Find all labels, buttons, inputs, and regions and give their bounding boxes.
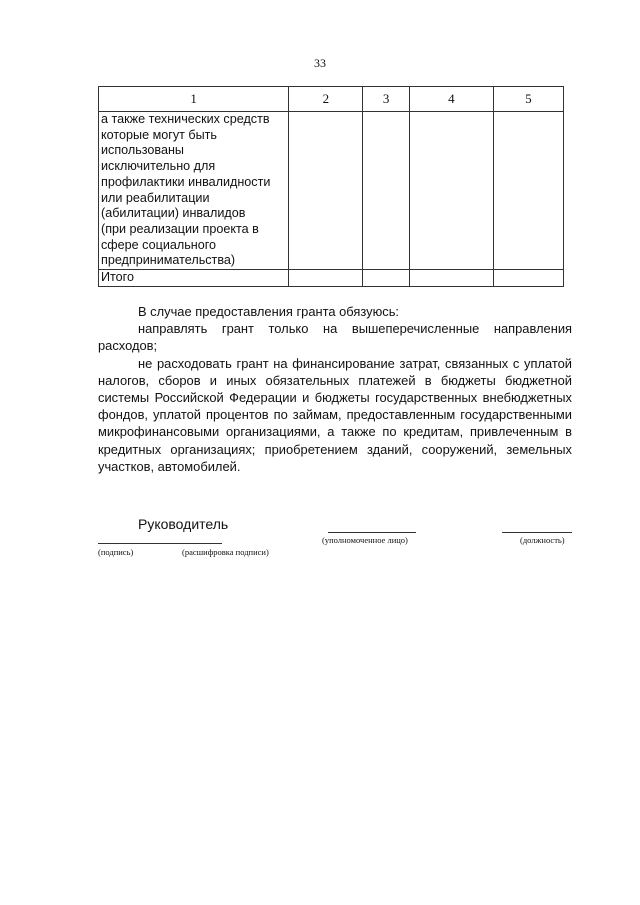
table-cell-empty [409, 270, 493, 287]
table-header-row [99, 87, 564, 112]
header-col-5: 5 [493, 87, 563, 112]
signature-block [98, 516, 572, 566]
authorized-person-caption: (уполномоченное лицо) [322, 535, 408, 545]
paragraph-direct-grant: направлять грант только на вышеперечисленные направления расходов; [98, 321, 572, 354]
header-col-4: 4 [409, 87, 493, 112]
total-label-cell: Итого [99, 270, 289, 287]
table-cell-empty [289, 112, 363, 270]
table-cell-empty [409, 112, 493, 270]
signature-heading: Руководитель [138, 516, 229, 532]
grant-expenses-table [98, 86, 564, 287]
table-cell-empty [289, 270, 363, 287]
row-description-text: а также технических средств которые могут быть использованы исключительно для профилактики инвалидности или реабилитации (абилитации) инвалидов (при реализации проекта в сфере социального предпринимательства) [101, 112, 271, 268]
header-col-1: 1 [99, 87, 289, 112]
header-col-2: 2 [289, 87, 363, 112]
table-row [99, 112, 564, 270]
table-cell-empty [363, 270, 409, 287]
authorized-person-line [328, 532, 416, 533]
signature-decoding-caption: (расшифровка подписи) [182, 547, 269, 557]
signature-line [98, 543, 222, 544]
commitments-text [98, 303, 572, 475]
signature-caption: (подпись) [98, 547, 134, 557]
table-cell-empty [363, 112, 409, 270]
table-total-row [99, 270, 564, 287]
paragraph-restrictions: не расходовать грант на финансирование затрат, связанных с уплатой налогов, сборов и иных обязательных платежей в бюджеты бюджетной системы Российской Федерации и бюджеты государственных внебюджетных фондов, уплатой процентов по займам, предоставленным государственными микрофинансовыми организациями, а также по кредитам, привлеченным в кредитных организациях; приобретением зданий, сооружений, земельных участков, автомобилей. [98, 355, 572, 474]
page-number: 33 [314, 56, 326, 70]
position-caption: (должность) [520, 535, 565, 545]
row-description-cell [99, 112, 289, 270]
table-cell-empty [493, 112, 563, 270]
position-line [502, 532, 572, 533]
header-col-3: 3 [363, 87, 409, 112]
table-cell-empty [493, 270, 563, 287]
paragraph-intro: В случае предоставления гранта обязуюсь: [138, 304, 399, 319]
